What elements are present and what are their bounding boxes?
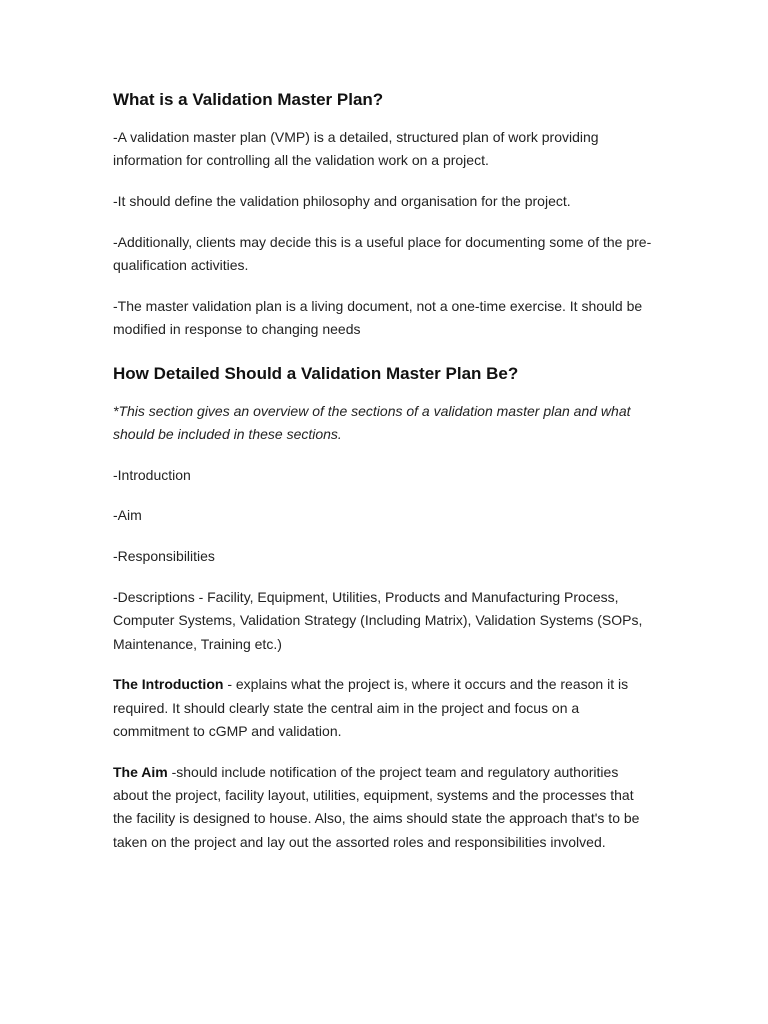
text-aim: -should include notification of the project team and regulatory authorities about the project, facility layout, utilities, equipment, systems and the processes that the facility is designed to house. Also, the aims should state the approach that's to be taken on the project and lay out the assorted roles and responsibilities involved. [113,763,640,850]
paragraph-aim [113,761,653,854]
text-introduction: - explains what the project is, where it occurs and the reason it is required. It should clearly state the central aim in the project and focus on a commitment to cGMP and validation. [113,676,629,740]
paragraph-vmp-definition: -A validation master plan (VMP) is a detailed, structured plan of work providing information for controlling all the validation work on a project. [113,129,599,169]
list-item-descriptions: -Descriptions - Facility, Equipment, Utilities, Products and Manufacturing Process, Computer Systems, Validation Strategy (Including Matrix), Validation Systems (SOPs, Maintenance, Training etc.) [113,589,643,652]
paragraph-vmp-philosophy: -It should define the validation philosophy and organisation for the project. [113,193,571,210]
document-page [113,88,653,872]
label-introduction: The Introduction [113,676,224,693]
list-item-aim: -Aim [113,507,142,524]
heading-how-detailed: How Detailed Should a Validation Master Plan Be? [113,363,519,383]
list-item-introduction: -Introduction [113,466,191,483]
paragraph-vmp-living-document: -The master validation plan is a living document, not a one-time exercise. It should be modified in response to changing needs [113,297,643,338]
list-item-responsibilities: -Responsibilities [113,548,215,565]
label-aim: The Aim [113,763,168,780]
heading-what-is-vmp: What is a Validation Master Plan? [113,90,384,109]
paragraph-introduction [113,673,653,743]
section-overview-note: *This section gives an overview of the sections of a validation master plan and what should be included in these sections. [113,402,631,442]
paragraph-vmp-prequalification: -Additionally, clients may decide this is a useful place for documenting some of the pre-qualification activities. [113,233,652,274]
